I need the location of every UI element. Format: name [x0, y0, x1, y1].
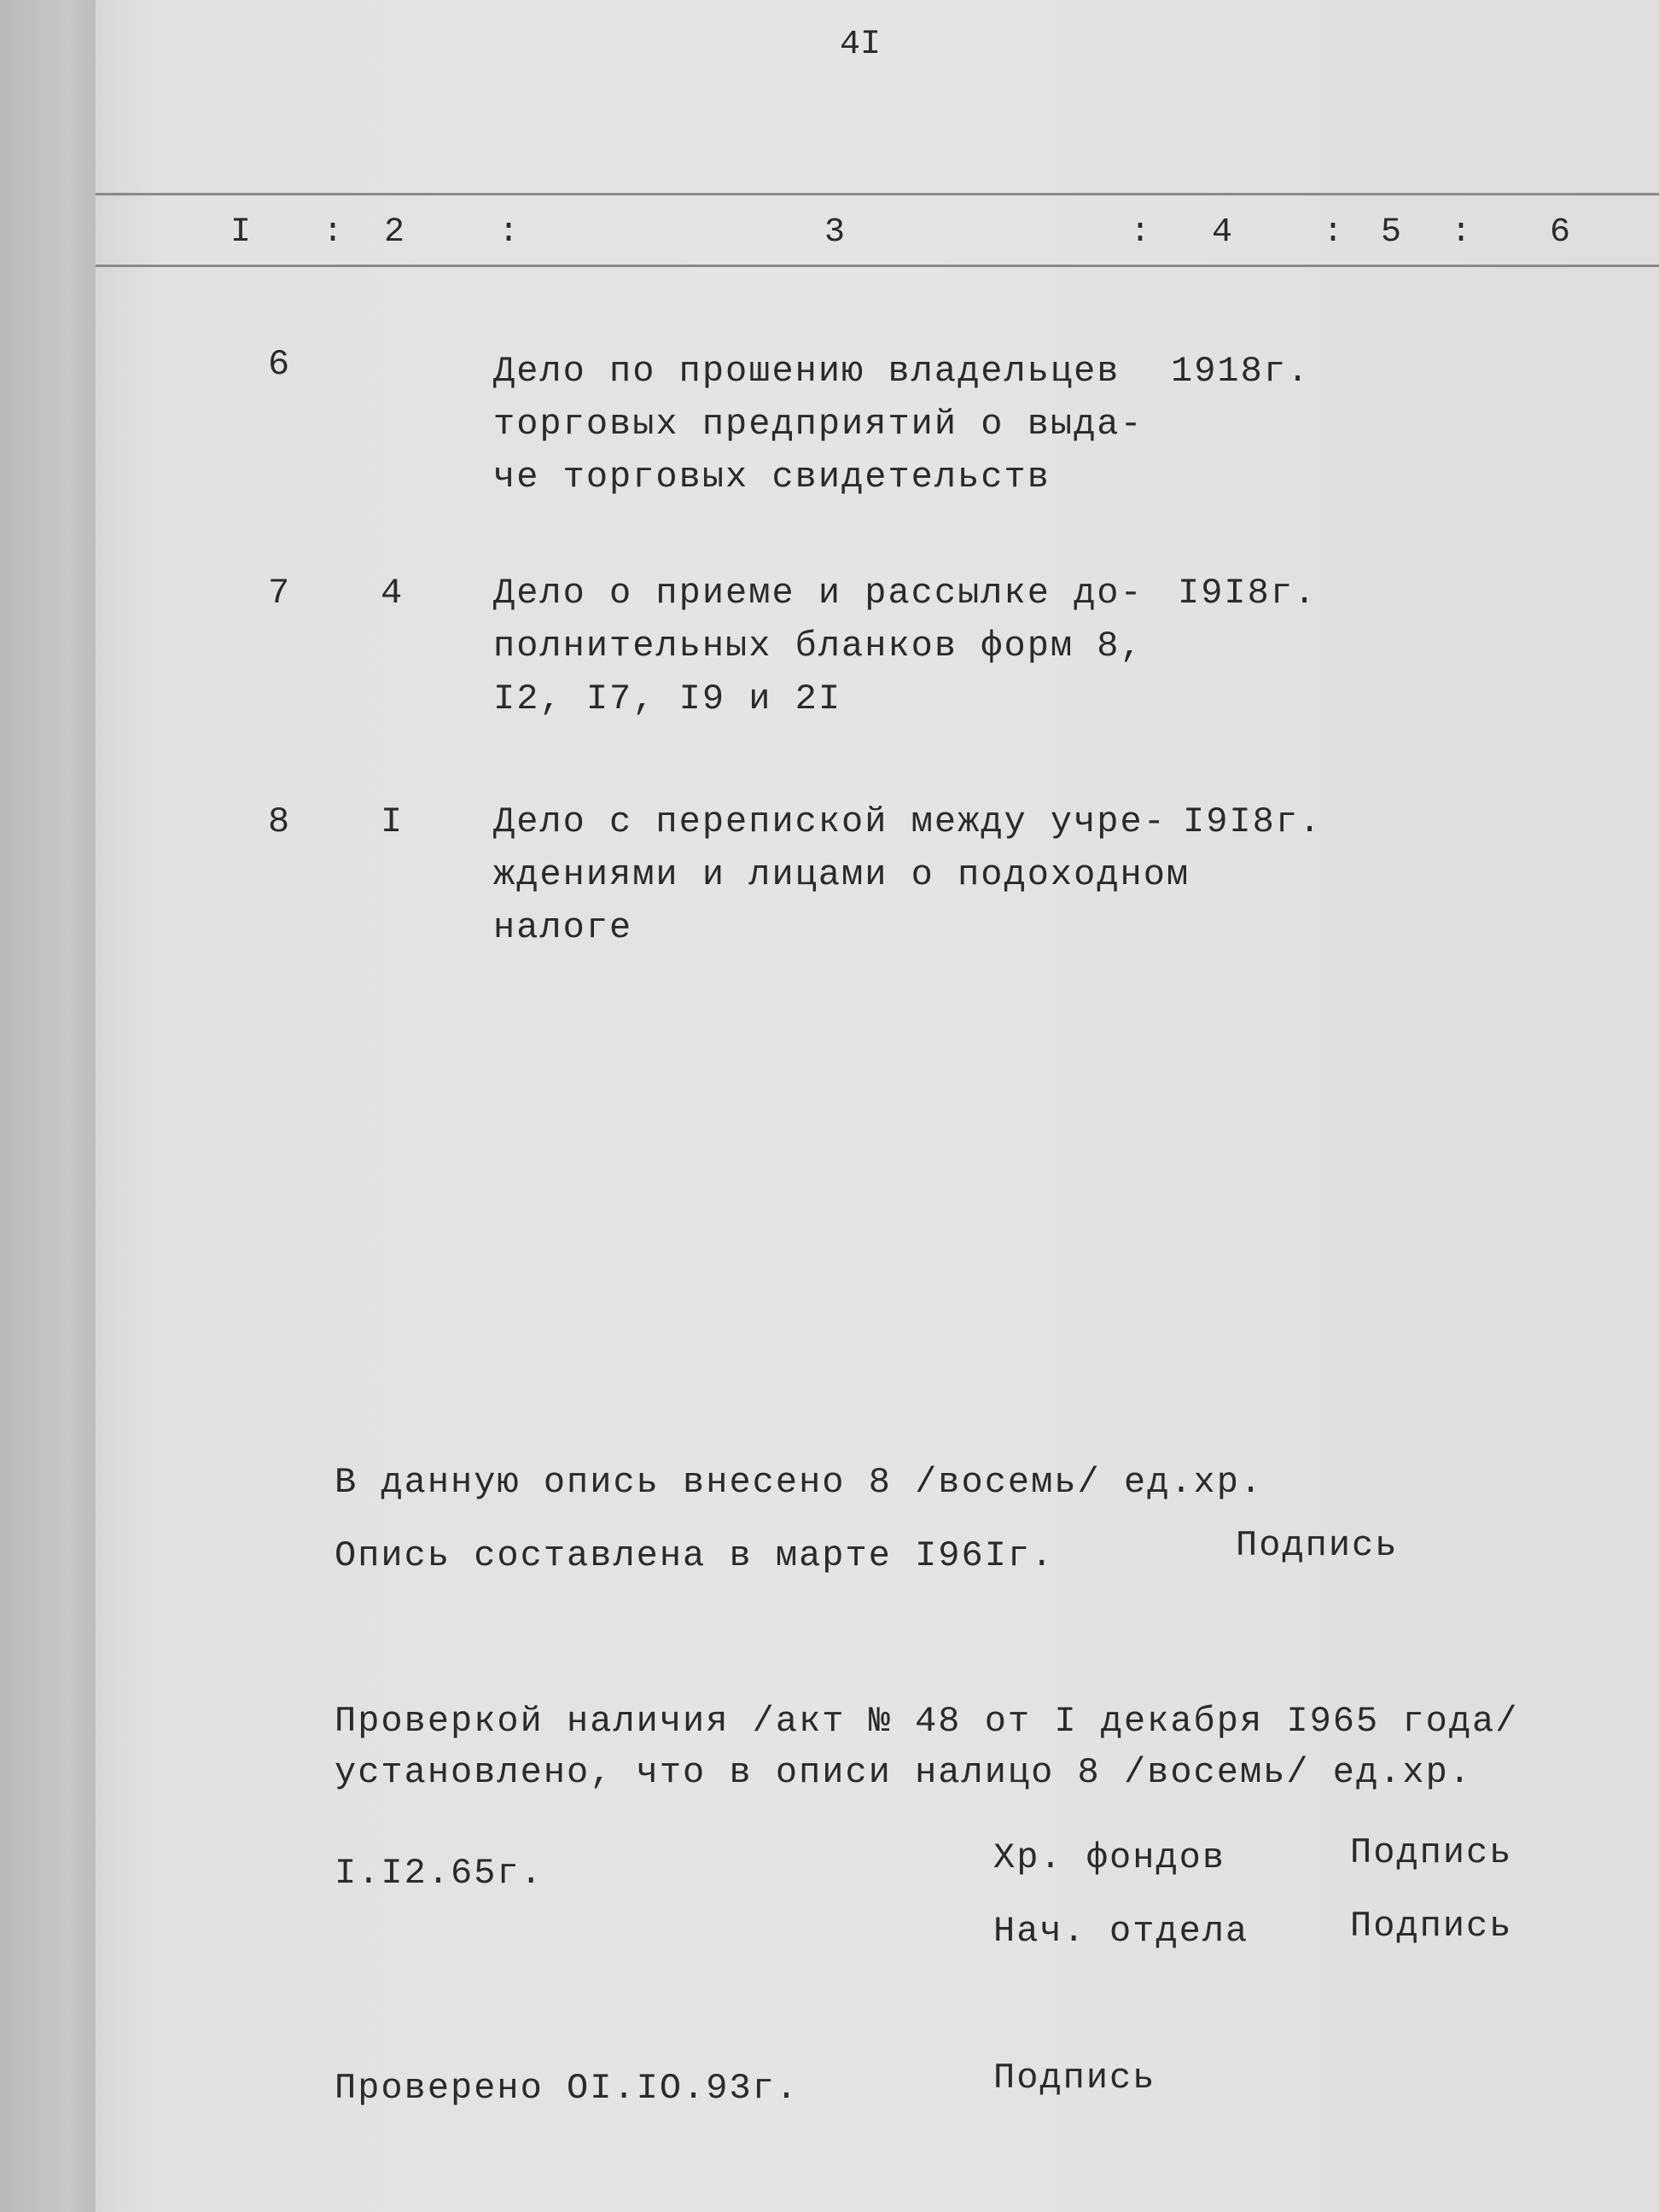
row-date: 1918г.	[1171, 351, 1311, 392]
footer-role-head-signature: Подпись	[1350, 1906, 1513, 1947]
row-description: Дело с перепиской между учре- ждениями и лицами о подоходном налоге	[493, 801, 1190, 948]
row-col2: 4	[381, 573, 405, 614]
row-description: Дело о приеме и рассылке до- полнительных бланков форм 8, I2, I7, I9 и 2I	[493, 573, 1144, 719]
header-col-4: 4	[1212, 213, 1233, 252]
row-number: 8	[268, 801, 292, 842]
header-sep: :	[1451, 213, 1472, 252]
footer-compiled-line: Опись составлена в марте I96Iг.	[335, 1535, 1055, 1576]
binding-edge	[0, 0, 96, 2212]
footer-compiled-signature: Подпись	[1236, 1525, 1399, 1566]
row-col2: I	[381, 801, 405, 842]
footer-verified-line: Проверено OI.IO.93г.	[335, 2068, 800, 2109]
header-bottom-rule	[96, 265, 1659, 267]
footer-role-keeper: Хр. фондов	[993, 1837, 1226, 1878]
footer-verified-signature: Подпись	[993, 2058, 1156, 2098]
header-sep: :	[323, 213, 344, 252]
header-col-2: 2	[384, 213, 405, 252]
row-date: I9I8г.	[1183, 801, 1323, 842]
footer-role-head: Нач. отдела	[993, 1911, 1249, 1952]
document-page	[96, 0, 1659, 2212]
header-top-rule	[96, 193, 1659, 195]
footer-check-date: I.I2.65г.	[335, 1853, 544, 1894]
header-col-1: I	[230, 213, 252, 252]
row-description: Дело по прошению владельцев торговых предприятий о выда- че торговых свидетельств	[493, 351, 1144, 498]
row-number: 7	[268, 573, 292, 614]
footer-check-line-1: Проверкой наличия /акт № 48 от I декабря I965 года/	[335, 1701, 1519, 1742]
footer-role-keeper-signature: Подпись	[1350, 1832, 1513, 1873]
footer-check-line-2: установлено, что в описи налицо 8 /восемь/ ед.хр.	[335, 1752, 1473, 1793]
footer-total-line: В данную опись внесено 8 /восемь/ ед.хр.	[335, 1462, 1264, 1503]
row-number: 6	[268, 344, 292, 385]
header-col-6: 6	[1550, 213, 1571, 252]
row-date: I9I8г.	[1178, 573, 1318, 614]
header-sep: :	[1323, 213, 1344, 252]
header-col-3: 3	[824, 213, 846, 252]
header-sep: :	[1130, 213, 1151, 252]
header-col-5: 5	[1381, 213, 1402, 252]
header-sep: :	[498, 213, 520, 252]
page-number: 4I	[840, 26, 882, 64]
